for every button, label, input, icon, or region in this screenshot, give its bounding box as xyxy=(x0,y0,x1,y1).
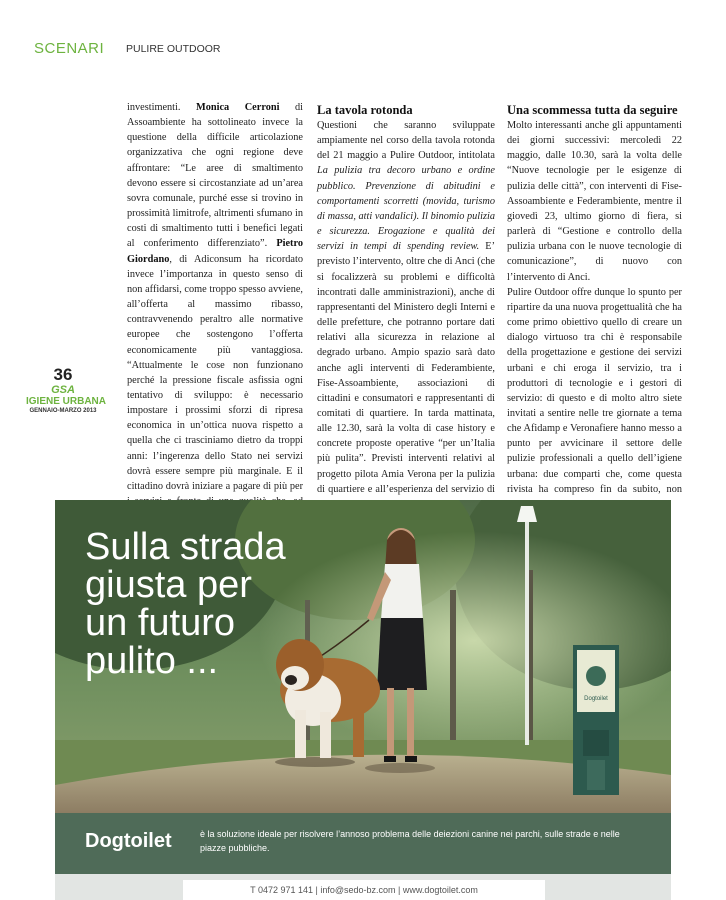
text-run: Questioni che saranno sviluppate ampiamente nel corso della tavola rotonda del 21 maggio a Pulire Outdoor, intitolata xyxy=(317,120,495,162)
paragraph xyxy=(317,118,495,542)
folio xyxy=(26,365,107,415)
brand-name: Dogtoilet xyxy=(85,830,172,852)
section-label: SCENARI xyxy=(34,40,105,57)
page-number: 36 xyxy=(53,365,73,384)
article-column-1 xyxy=(127,100,303,524)
person-name: Monica Cerroni xyxy=(196,102,280,113)
headline-line: Sulla strada xyxy=(85,526,286,568)
article-column-2 xyxy=(317,100,495,542)
text-run: , di Adiconsum ha ricordato invece l’importanza in questo senso di non affidarsi, come troppo spesso avviene, all’offerta al massimo ribasso, contravvenendo peraltro alle normative europee che sostengono l’offerta economicamente più vantaggiosa. “Attualmente le cose non funzionano perché la pressione fiscale asfissia ogni tentativo di sviluppo: è necessario impostare i prossimi sforzi di ripresa economica in un’ottica nuova rispetto a quella che ci trasciniamo dietro da troppi anni: l’ingerenza dello Stato nei servizi dovrà essere sempre più marginale. E il cittadino dovrà iniziare a pagare di più per xyxy=(127,253,303,492)
headline-line: pulito ... xyxy=(85,640,219,682)
ad-claim: è la soluzione ideale per risolvere l’annoso problema delle deiezioni canine nei parchi, sulle strade e nelle piazze pubbliche. xyxy=(200,829,620,853)
magazine-name: IGIENE URBANA xyxy=(26,396,107,407)
advertisement xyxy=(55,500,671,900)
ad-brand-band xyxy=(55,813,671,874)
person-name: Pietro Giordano xyxy=(127,238,303,265)
issue-date: GENNAIO-MARZO 2013 xyxy=(29,408,97,414)
section-heading: Una scommessa tutta da seguire xyxy=(507,103,678,117)
headline-line: un futuro xyxy=(85,602,235,644)
paragraph xyxy=(127,100,303,524)
ad-photo xyxy=(55,500,671,813)
text-run: di Assoambiente ha sottolineato invece la questione della difficile articolazione organizzativa che ogni regione deve affrontare: “Le aree di smaltimento devono essere si circostanziate ad un’area sovra comunale, purché esse si trovino in prossimità limitrofe, altrimenti sfumano in costi di smaltimento tutti i benefici legati al conferimento differenziato”. xyxy=(127,102,304,250)
paragraph: Molto interessanti anche gli appuntamenti dei giorni successivi: mercoledì 22 maggio, dalle 10.30, sarà la volta delle “Nuove tecnologie per le esigenze di pulizia delle città”, con interventi di Fise-Assoambiente e Federambiente, mentre il giovedì 23, ultimo giorno di fiera, si parlerà di “Gestione e controllo della pulizia urbana con le nuove tecnologie di comunicazione”, di nuovo con l’intervento di Anci. xyxy=(507,120,682,283)
ad-contact-line: T 0472 971 141 | info@sedo-bz.com | www.dogtoilet.com xyxy=(183,880,545,900)
dispenser-label: Dogtoilet xyxy=(584,696,608,702)
headline-line: giusta per xyxy=(85,564,252,606)
paragraph: Pulire Outdoor offre dunque lo spunto per ripartire da una nuova progettualità che ha come primo obiettivo quello di creare un dialogo virtuoso tra chi è responsabile della progettazione e gestione dei servizi urbani e chi eroga il servizio, tra i produttori di tecnologie e i gestori di servizio: di questo e di molto altro siete invitati a sentire nelle tre giornate a tema che Afidamp e Veronafiere hanno messo a punto per avvicinare il settore delle pulizie professionali a quello dell’igiene urbana: due comparti che, come questa rivista ha compreso fin da subito, non xyxy=(507,286,682,495)
ad-headline xyxy=(85,528,286,680)
text-run: E’ previsto l’intervento, oltre che di Anci (che si focalizzerà su problemi e difficoltà incontrati dalle amministrazioni), anche di rappresentanti del Ministero degli Interni e delle prefetture, che potranno portare dati relativi alla sicurezza in relazione al degrado urbano. Ampio spazio sarà dato anche agli interventi di Federambiente, Fise-Assoambiente, associazioni di cittadini e consumatori e rappresentanti di comitati di quartiere. In tarda mattinata, alle 12.30, sarà la volta di case history e concrete proposte operative “per un’Italia più pulita”. Previsti interventi relativi al progetto pilota Amia Verona per la pulizia di quartiere e all’esperienza del servizio di xyxy=(317,241,495,495)
topic-label: PULIRE OUTDOOR xyxy=(126,43,221,55)
event-title: La pulizia tra decoro urbano e ordine pubblico. Prevenzione di abitudini e comportamenti scorretti (movida, turismo di massa, atti vandalici). Il binomio pulizia e sicurezza. Erogazione e qualità dei servizi in tempi di spending review. xyxy=(317,165,495,253)
section-heading: La tavola rotonda xyxy=(317,103,413,117)
magazine-logo: GSA xyxy=(51,384,75,396)
text-run: investimenti. xyxy=(127,102,197,113)
article-column-3 xyxy=(507,100,682,512)
